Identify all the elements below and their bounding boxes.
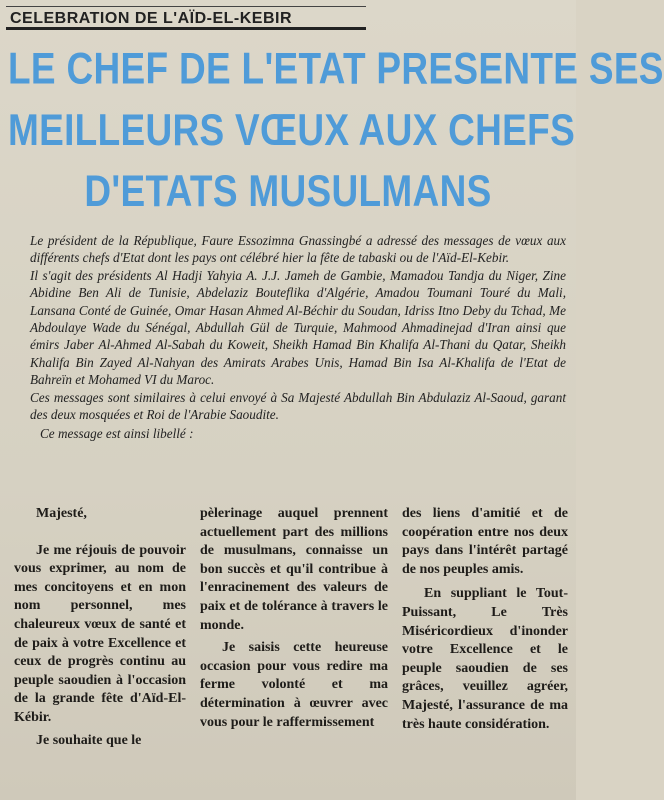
headline <box>8 38 664 222</box>
letter-closing: En suppliant le Tout-Puissant, Le Très Miséricordieux d'inonder votre Excellence et le peuple saoudien de ses grâces, veuillez agréer, Majesté, l'assurance de ma très haute considération. <box>402 586 568 732</box>
article-intro <box>30 232 566 443</box>
intro-paragraph-3: Ces messages sont similaires à celui envoyé à Sa Majesté Abdullah Bin Abdulaziz Al-Saoud, garant des deux mosquées et Roi de l'Arabie Saoudite. <box>30 389 566 423</box>
letter-paragraph-3-cont: des liens d'amitié et de coopération entre nos deux pays dans l'intérêt partagé de nos peuples amis. <box>402 506 568 577</box>
section-rubric: CELEBRATION DE L'AÏD-EL-KEBIR <box>6 6 366 30</box>
letter-column-1 <box>14 505 186 750</box>
intro-paragraph-4: Ce message est ainsi libellé : <box>40 426 194 442</box>
headline-line-3: D'ETATS MUSULMANS <box>84 166 492 216</box>
intro-paragraph-2: Il s'agit des présidents Al Hadji Yahyia A. J.J. Jameh de Gambie, Mamadou Tandja du Niger, Zine Abidine Ben Ali de Tunisie, Abdelaziz Bouteflika d'Algérie, Amadou Toumani Touré du Mali, Lansana Conté de Guinée, Omar Hasan Ahmed Al-Béchir du Soudan, Idriss Itno Deby du Tchad, Me Abdoulaye Wade du Sénégal, Abdullah Gül de Turquie, Mahmood Ahmadinejad d'Iran ainsi que émirs Jaber Al-Ahmed Al-Sabah du Koweit, Sheikh Hamad Bin Khalifa Al-Thani du Qatar, Sheikh Khalifa Bin Zayed Al-Nahyan des Amirats Arabes Unis, Hamad Bin Isa Al-Khalifa de l'Etat de Bahreïn et Mohamed VI du Maroc. <box>30 267 566 388</box>
intro-paragraph-1: Le président de la République, Faure Essozimna Gnassingbé a adressé des messages de vœux aux différents chefs d'Etat dont les pays ont célébré hier la fête de tabaski ou de l'Aïd-El-Kebir. <box>30 233 566 266</box>
letter-salutation: Majesté, <box>36 506 87 521</box>
letter-paragraph-3: Je saisis cette heureuse occasion pour vous redire ma ferme volonté et ma détermination à œuvrer avec vous pour le raffermissement <box>200 640 388 730</box>
letter-column-3 <box>402 505 568 734</box>
letter-paragraph-2-start: Je souhaite que le <box>36 732 142 748</box>
headline-line-1: LE CHEF DE L'ETAT PRESENTE SES <box>8 44 664 94</box>
letter-paragraph-2-cont: pèlerinage auquel prennent actuellement part des millions de musulmans, connaisse un bon succès et qu'il contribue à l'enracinement des valeurs de paix et de tolérance à travers le monde. <box>200 506 388 633</box>
letter-column-2 <box>200 505 388 732</box>
letter-paragraph-1: Je me réjouis de pouvoir vous exprimer, au nom de mes concitoyens et en mon nom personnel, mes chaleureux vœux de santé et de paix à votre Excellence et ceux de progrès continu au peuple saoudien à l'occasion de la grande fête d'Aïd-El-Kébir. <box>14 542 186 725</box>
headline-line-2: MEILLEURS VŒUX AUX CHEFS <box>8 105 576 155</box>
